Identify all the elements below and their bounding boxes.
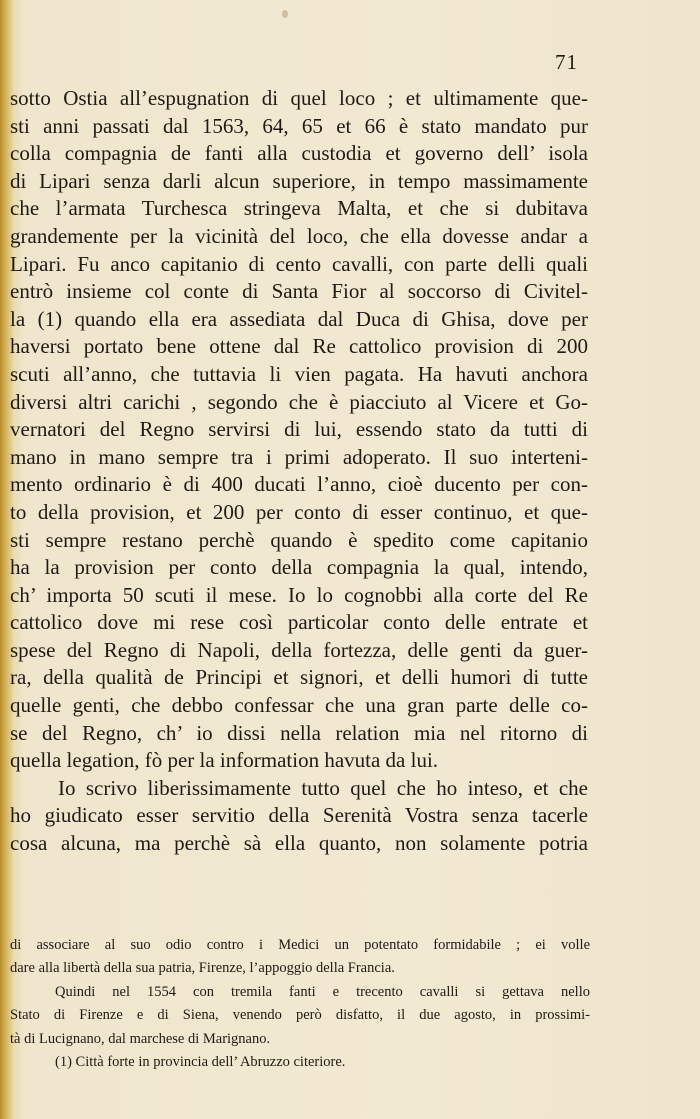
footnote-line: (1) Città forte in provincia dell’ Abruzzo citeriore.: [55, 1053, 346, 1070]
footnote-line: Quindi nel 1554 con tremila fanti e trecento cavalli si gettava nello: [55, 983, 590, 1000]
footnote-line: tà di Lucignano, dal marchese di Marignano.: [10, 1030, 271, 1047]
text-line: entrò insieme col conte di Santa Fior al soccorso di Civitel-: [10, 279, 588, 304]
text-line: sotto Ostia all’espugnation di quel loco ; et ultimamente que-: [10, 86, 588, 110]
text-line: colla compagnia de fanti alla custodia et governo dell’ isola: [10, 141, 588, 166]
footnotes-block: [10, 934, 590, 1074]
text-line: se del Regno, ch’ io dissi nella relation mia nel ritorno di: [10, 720, 588, 745]
page-number: 71: [555, 50, 578, 74]
text-line: cattolico dove mi rese così particolar conto delle entrate et: [10, 610, 588, 635]
text-line: quelle genti, che debbo confessar che una gran parte delle co-: [10, 693, 588, 718]
paper-blemish: [282, 10, 288, 18]
text-line: vernatori del Regno servirsi di lui, essendo stato da tutti di: [10, 417, 588, 442]
text-line: Lipari. Fu anco capitanio di cento cavalli, con parte delli quali: [10, 251, 588, 276]
text-line: quella legation, fò per la information havuta da lui.: [10, 748, 439, 773]
text-line: grandemente per la vicinità del loco, che ella dovesse andar a: [10, 223, 588, 248]
text-line: to della provision, et 200 per conto di esser continuo, et que-: [10, 499, 588, 524]
footnote-line: di associare al suo odio contro i Medici un potentato formidabile ; ei volle: [10, 937, 590, 953]
text-line: ra, della qualità de Principi et signori, et delli humori di tutte: [10, 665, 588, 690]
text-line: che l’armata Turchesca stringeva Malta, et che si dubitava: [10, 196, 588, 221]
main-text-block: [10, 85, 588, 858]
text-line: ch’ importa 50 scuti il mese. Io lo cognobbi alla corte del Re: [10, 582, 588, 607]
footnote-line: dare alla libertà della sua patria, Firenze, l’appoggio della Francia.: [10, 960, 395, 977]
text-line: la (1) quando ella era assediata dal Duca di Ghisa, dove per: [10, 306, 588, 331]
text-line: cosa alcuna, ma perchè sà ella quanto, non solamente potria: [10, 831, 588, 856]
text-line: di Lipari senza darli alcun superiore, in tempo massimamente: [10, 168, 588, 193]
text-line: ha la provision per conto della compagnia la qual, intendo,: [10, 555, 588, 580]
text-line: Io scrivo liberissimamente tutto quel che ho inteso, et che: [58, 775, 588, 800]
text-line: mento ordinario è di 400 ducati l’anno, cioè ducento per con-: [10, 472, 588, 497]
text-line: spese del Regno di Napoli, della fortezza, delle genti da guer-: [10, 637, 588, 662]
footnote-line: Stato di Firenze e di Siena, venendo però disfatto, il due agosto, in prossimi-: [10, 1007, 590, 1024]
text-line: haversi portato bene ottene dal Re cattolico provision di 200: [10, 334, 588, 359]
text-line: diversi altri carichi , segondo che è piacciuto al Vicere et Go-: [10, 389, 588, 414]
text-line: sti sempre restano perchè quando è spedito come capitanio: [10, 527, 588, 552]
text-line: sti anni passati dal 1563, 64, 65 et 66 è stato mandato pur: [10, 113, 588, 138]
text-line: ho giudicato esser servitio della Serenità Vostra senza tacerle: [10, 803, 588, 828]
text-line: mano in mano sempre tra i primi adoperato. Il suo interteni-: [10, 444, 588, 469]
text-line: scuti all’anno, che tuttavia li vien pagata. Ha havuti anchora: [10, 361, 588, 386]
